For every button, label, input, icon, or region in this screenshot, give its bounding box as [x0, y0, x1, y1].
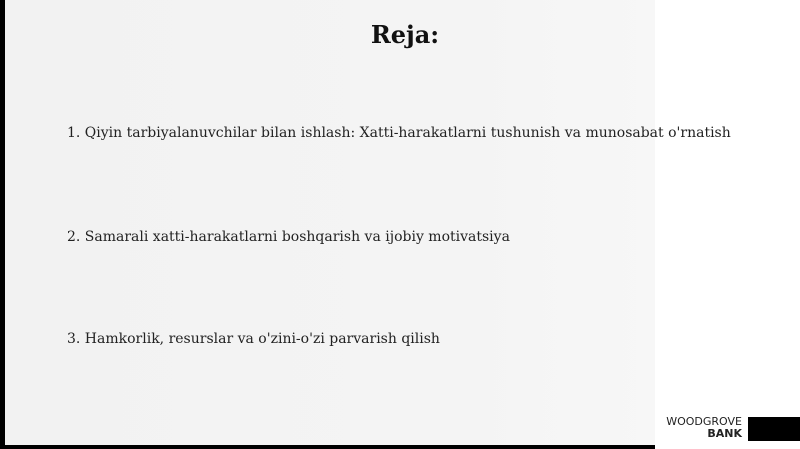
slide-title: Reja: — [370, 20, 440, 49]
logo-text-woodgrove: WOODGROVE — [666, 415, 742, 428]
agenda-item-1: 1. Qiyin tarbiyalanuvchilar bilan ishlash: Xatti-harakatlarni tushunish va munosabat o'rnatish — [67, 125, 731, 141]
slide-frame-bottom — [0, 445, 655, 449]
logo-text-bank: BANK — [707, 427, 742, 440]
agenda-item-3: 3. Hamkorlik, resurslar va o'zini-o'zi parvarish qilish — [67, 331, 440, 347]
logo-block — [748, 417, 800, 441]
slide-canvas — [5, 0, 655, 445]
woodgrove-bank-logo — [658, 416, 742, 440]
agenda-item-2: 2. Samarali xatti-harakatlarni boshqarish va ijobiy motivatsiya — [67, 229, 510, 245]
